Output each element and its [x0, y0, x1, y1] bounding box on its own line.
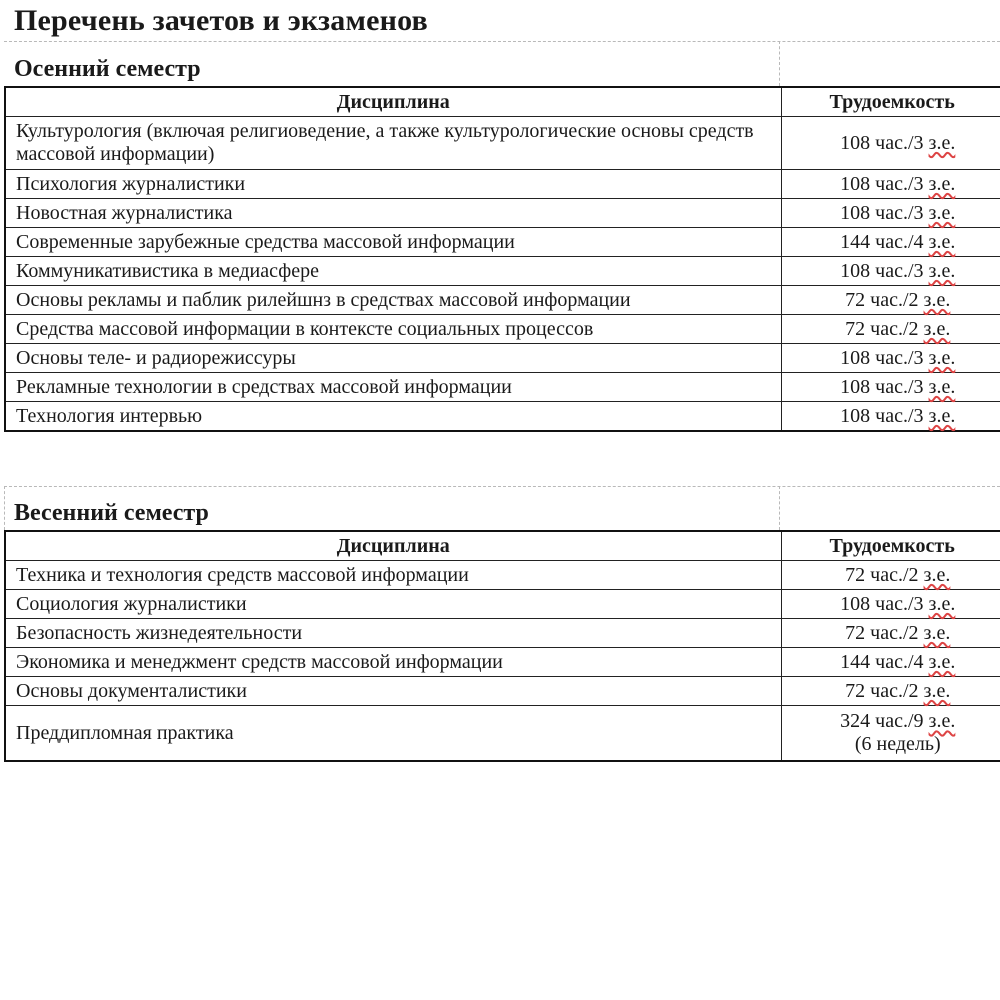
hours-value: 108 час./3 — [840, 172, 924, 195]
credits-unit: з.е. — [928, 201, 956, 224]
workload-cell — [781, 561, 1000, 590]
table-row — [5, 402, 1000, 432]
workload-cell — [781, 344, 1000, 373]
spring-section-title: Весенний семестр — [14, 500, 209, 526]
table-row — [5, 170, 1000, 199]
hours-value: 108 час./3 — [840, 592, 924, 615]
workload-cell — [781, 228, 1000, 257]
guide-line — [4, 486, 5, 530]
duration-note: (6 недель) — [854, 733, 941, 755]
table-row — [5, 228, 1000, 257]
table-row — [5, 373, 1000, 402]
discipline-header: Дисциплина — [5, 531, 781, 561]
workload-cell — [781, 590, 1000, 619]
discipline-name: Технология интервью — [5, 402, 781, 432]
hours-value: 324 час./9 — [840, 710, 924, 732]
credits-unit: з.е. — [923, 679, 951, 702]
hours-value: 144 час./4 — [840, 650, 924, 673]
table-header-row — [5, 87, 1000, 117]
table-row — [5, 286, 1000, 315]
hours-value: 72 час./2 — [845, 621, 919, 644]
credits-unit: з.е. — [928, 172, 956, 195]
guide-line — [779, 41, 780, 86]
workload-cell — [781, 619, 1000, 648]
discipline-name: Экономика и менеджмент средств массовой информации — [5, 648, 781, 677]
table-row — [5, 561, 1000, 590]
credits-unit: з.е. — [928, 710, 956, 732]
workload-cell — [781, 677, 1000, 706]
autumn-table — [4, 86, 1000, 432]
table-row — [5, 648, 1000, 677]
credits-unit: з.е. — [928, 131, 956, 154]
discipline-name: Современные зарубежные средства массовой информации — [5, 228, 781, 257]
discipline-name: Техника и технология средств массовой информации — [5, 561, 781, 590]
discipline-name: Средства массовой информации в контексте социальных процессов — [5, 315, 781, 344]
table-row — [5, 117, 1000, 170]
credits-unit: з.е. — [928, 346, 956, 369]
hours-value: 108 час./3 — [840, 346, 924, 369]
table-row — [5, 590, 1000, 619]
table-row — [5, 257, 1000, 286]
hours-value: 72 час./2 — [845, 288, 919, 311]
hours-value: 108 час./3 — [840, 404, 924, 427]
discipline-name: Безопасность жизнедеятельности — [5, 619, 781, 648]
workload-cell — [781, 706, 1000, 762]
credits-unit: з.е. — [928, 375, 956, 398]
hours-value: 108 час./3 — [840, 375, 924, 398]
hours-value: 72 час./2 — [845, 563, 919, 586]
guide-line — [4, 486, 1000, 487]
workload-cell — [781, 402, 1000, 432]
table-row — [5, 706, 1000, 762]
discipline-name: Культурология (включая религиоведение, а также культурологические основы средств массовой информации) — [5, 117, 781, 170]
discipline-name: Рекламные технологии в средствах массовой информации — [5, 373, 781, 402]
spring-table — [4, 530, 1000, 762]
credits-unit: з.е. — [928, 230, 956, 253]
table-row — [5, 315, 1000, 344]
hours-value: 144 час./4 — [840, 230, 924, 253]
discipline-name: Основы документалистики — [5, 677, 781, 706]
table-row — [5, 619, 1000, 648]
credits-unit: з.е. — [923, 563, 951, 586]
discipline-name: Новостная журналистика — [5, 199, 781, 228]
discipline-name: Психология журналистики — [5, 170, 781, 199]
credits-unit: з.е. — [928, 404, 956, 427]
workload-cell — [781, 257, 1000, 286]
guide-line — [4, 41, 1000, 42]
guide-line — [779, 486, 780, 530]
workload-cell — [781, 286, 1000, 315]
workload-cell — [781, 117, 1000, 170]
autumn-section-title: Осенний семестр — [14, 56, 201, 82]
credits-unit: з.е. — [923, 317, 951, 340]
hours-value: 108 час./3 — [840, 259, 924, 282]
workload-cell — [781, 199, 1000, 228]
workload-cell — [781, 315, 1000, 344]
hours-value: 72 час./2 — [845, 679, 919, 702]
workload-header: Трудоемкость — [781, 87, 1000, 117]
credits-unit: з.е. — [923, 288, 951, 311]
credits-unit: з.е. — [923, 621, 951, 644]
discipline-name: Социология журналистики — [5, 590, 781, 619]
discipline-header: Дисциплина — [5, 87, 781, 117]
discipline-name: Коммуникативистика в медиасфере — [5, 257, 781, 286]
workload-cell — [781, 373, 1000, 402]
document-title: Перечень зачетов и экзаменов — [14, 4, 428, 37]
table-row — [5, 677, 1000, 706]
discipline-name: Основы теле- и радиорежиссуры — [5, 344, 781, 373]
workload-cell — [781, 170, 1000, 199]
credits-unit: з.е. — [928, 592, 956, 615]
hours-value: 108 час./3 — [840, 131, 924, 154]
hours-value: 108 час./3 — [840, 201, 924, 224]
table-row — [5, 199, 1000, 228]
workload-cell — [781, 648, 1000, 677]
discipline-name: Преддипломная практика — [5, 706, 781, 762]
discipline-name: Основы рекламы и паблик рилейшнз в средствах массовой информации — [5, 286, 781, 315]
credits-unit: з.е. — [928, 650, 956, 673]
table-row — [5, 344, 1000, 373]
hours-value: 72 час./2 — [845, 317, 919, 340]
workload-header: Трудоемкость — [781, 531, 1000, 561]
table-header-row — [5, 531, 1000, 561]
credits-unit: з.е. — [928, 259, 956, 282]
